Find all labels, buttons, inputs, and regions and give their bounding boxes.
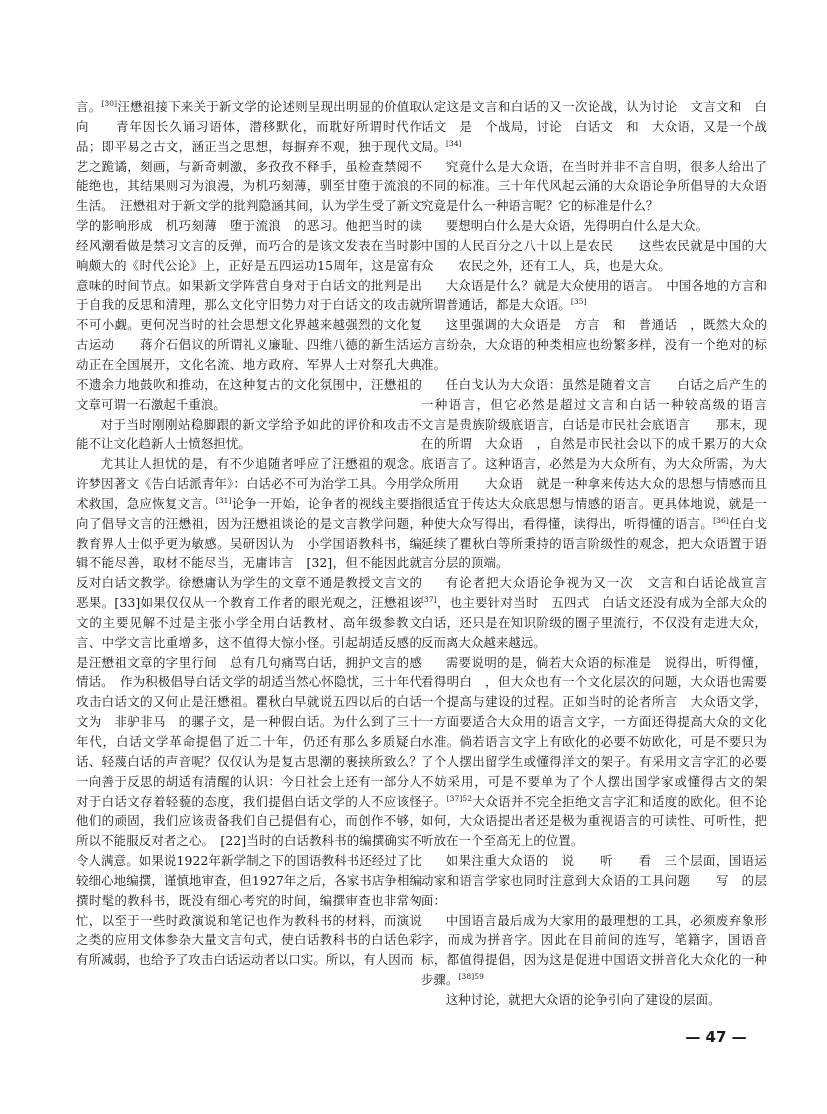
right-text-column (421, 97, 792, 1010)
footnote-ref: [30] (101, 99, 118, 108)
paragraph: 中国语言最后成为大家用的最理想的工具，必须废弃象形字，而成为拼音字。因此在目前间的连写，笔籍字，国语音标，都值得提倡，因为这是促进中国语文拼音化大众化的一种步骤。$^{[38]59}$ (421, 912, 767, 988)
footnote-ref: [37]52 (446, 793, 473, 803)
footnote-ref: [31] (215, 495, 232, 505)
paragraph: 这里强调的大众语是 方言 和 普通话 ，既然大众的方言纷杂，大众语的种类相应也纷繁多样，没有一个绝对的标准。 (421, 317, 767, 372)
left-text-column (76, 97, 422, 970)
footnote-ref: [34] (445, 138, 462, 148)
footnote-ref: [36] (713, 515, 729, 525)
paragraph: 任白戈认为大众语：虽然是随着文言 白话之后产生的一种语言，但它必然是超过文言和白话一种较高级的语言 文言是贵族阶级底语言，白话是市民社会底语言 那末，现在的所谓 大众语 ，自然是市民社会以下的成千累万的大众底语言了。这种语言，必然是为大众所有，为大众所需，为大众所用 大众语 就是一种拿来传达大众的思想与情感而且很适宜于传达大众底思想与情感的语言。更具体地说，就是一种使大众写得出，看得懂，读得出，听得懂的语言。[36]任白戈延续了瞿秋白等所秉持的语言阶级性的观念，把大众语置于语言分层的顶端。 (421, 376, 792, 571)
paragraph: 对于当时刚刚站稳脚跟的新文学给予如此的评价和攻击不能不让文化趋新人士愤怒担忧。 (76, 416, 422, 452)
paragraph: 尤其让人担忧的是，有不少追随者呼应了汪懋祖的观念。许梦因著文《告白话派青年》：白话必不可为治学工具。今用学术救国，急应恢复文言。[31]论争一开始，论争者的视线主要指向了倡导文言的汪懋祖，因为汪懋祖谈论的是文言教学问题，教育界人士似乎更为敏感。吴研因认为 小学国语教科书，编辑不能尽善，取材不能尽当，无庸讳言 [32]，但不能因此就反对白话文教学。徐懋庸认为学生的文章不通是教授文言文的恶果。[33]如果仅仅从一个教育工作者的眼光观之，汪懋祖该文的主要见解不过是主张小学全用白话教材、高年级参教文言、中学文言比重增多，这不值得大惊小怪。引起胡适反感的是汪懋祖文章的字里行间 总有几句痛骂白话，拥护文言的感情话。 作为积极倡导白话文学的胡适当然心怀隐忧，三十年代攻击白话文的又何止是汪懋祖。瞿秋白早就说五四以后的白话文为 非驴非马 的骡子文，是一种假白话。为什么到了三十年代，白话文学革命提倡了近二十年，仍还有那么多质疑白话、轻蔑白话的声音呢？仅仅认为是复古思潮的裹挟所致么？一向善于反思的胡适有清醒的认识：今日社会上还有一部分人对于白话文存着轻藐的态度，我们提倡白话文学的人不应该怪他们的顽固，我们应该责备我们自己提倡有心，而创作不够，所以不能服反对者之心。 [22]当时的白话教科书的编撰确实不令人满意。如果说1922年新学制之下的国语教科书还经过了比较细心地编撰，谨慎地审查，但1927年之后，各家书店争相编撰时髦的教科书，既没有细心考究的时间，编撰审查也非常匆忙，以至于一些时政演说和笔记也作为教科书的材料，而演说之类的应用文体参杂大量文言句式，使白话教科书的白话色彩有所减弱，也给予了攻击白话运动者以口实。所以，有人因而 (76, 456, 422, 968)
paragraph: 如果注重大众语的 说 听 看 三个层面，国语运动家和语言学家也同时注意到大众语的工具问题 写 的层面： (421, 853, 767, 908)
paragraph: 这种讨论，就把大众语的论争引向了建设的层面。 (445, 991, 721, 1007)
paragraph: 认定这是文言和白话的又一次论战，认为讨论 文言文和 白话文 是 个战局，讨论 白话文 和 大众语，又是一个战局。[34] (421, 99, 767, 154)
footnote-ref: [38]59 (458, 972, 485, 982)
footnote-ref: [37] (421, 595, 437, 605)
footnote-ref: [35] (570, 297, 587, 307)
paragraph: 究竟什么是大众语，在当时并非不言自明，很多人给出了不同的标准。三十年代风起云涌的大众语论争所倡导的大众语究竟是什么一种语言呢？它的标准是什么？ (421, 158, 767, 214)
block-quote: 中国的人民百分之八十以上是农民 这些农民就是中国的大众 农民之外，还有工人，兵，也是大众。 (421, 237, 767, 273)
page-number: — 47 — (685, 1028, 747, 1046)
paragraph: 言。[30]汪懋祖接下来关于新文学的论述则呈现出明显的价值取向 青年因长久诵习语体，潜移默化，而耽好所谓时代作品；即平易之古文，涵正当之思想，每摒弃不观，独于现代文艺之跪谲，刻画，与新奇刺激，多孜孜不释手，虽检查禁阅不能绝也，其结果则习为浪漫，为机巧刻薄，驯至甘堕于流浪的生活。 汪懋祖对于新文学的批判隐涵其间，认为学生受了新文学的影响形成 机巧刻薄 堕于流浪 的恶习。他把当时的读经风潮看做是禁习文言的反弹，而巧合的是该文发表在当时影响颇大的《时代公论》上，正好是五四运功15周年，这是富有意味的时间节点。如果新文学阵营自身对于白话文的批判是出于自我的反思和清理，那么文化守旧势力对于白话文的攻击就不可小觑。更何况当时的社会思想文化界越来越强烈的文化复古运动 蒋介石倡议的所谓礼义廉耻、四维八德的新生活运动正在全国展开，文化名流、地方政府、军界人士对祭孔大典不遗余力地鼓吹和推动，在这种复古的文化氛围中，汪懋祖的文章可谓一石激起千重浪。 (76, 99, 422, 412)
paragraph: 有论者把大众语论争视为又一次 文言和白话论战宣言[37]，也主要针对当时 五四式 白话文还没有成为全部大众的白话，还只是在知识阶级的圈子里流行，不仅没有走进大众，反而离大众越来越远。 (421, 575, 767, 650)
paragraph: 需要说明的是，倘若大众语的标准是 说得出，听得懂，看得明白 ，但大众也有一个文化层次的问题，大众语也需要一个提高与建设的过程。正如当时的论者所言 大众语文学，一方面要适合大众用的语言文字，一方面还得提高大众的文化水准。倘若语言文字上有欧化的必要不妨欧化，可是不要只为了个人摆出留学生或懂得洋文的架子。有采用文言字汇的必要不妨采用，可是不要单为了个人摆出国学家或懂得古文的架子。$^{[37]52}$大众语并不完全拒绝文言字汇和适度的欧化。但不论如何，大众语提出者还是极为重视语言的可读性、可听性，把 听放在一个至高无上的位置。 (421, 654, 780, 849)
paragraph: 要想明白什么是大众语，先得明白什么是大众。 (445, 218, 709, 234)
paragraph: 大众语是什么？就是大众使用的语言。 中国各地的方言和所谓普通话，都是大众语。[35] (421, 277, 767, 313)
